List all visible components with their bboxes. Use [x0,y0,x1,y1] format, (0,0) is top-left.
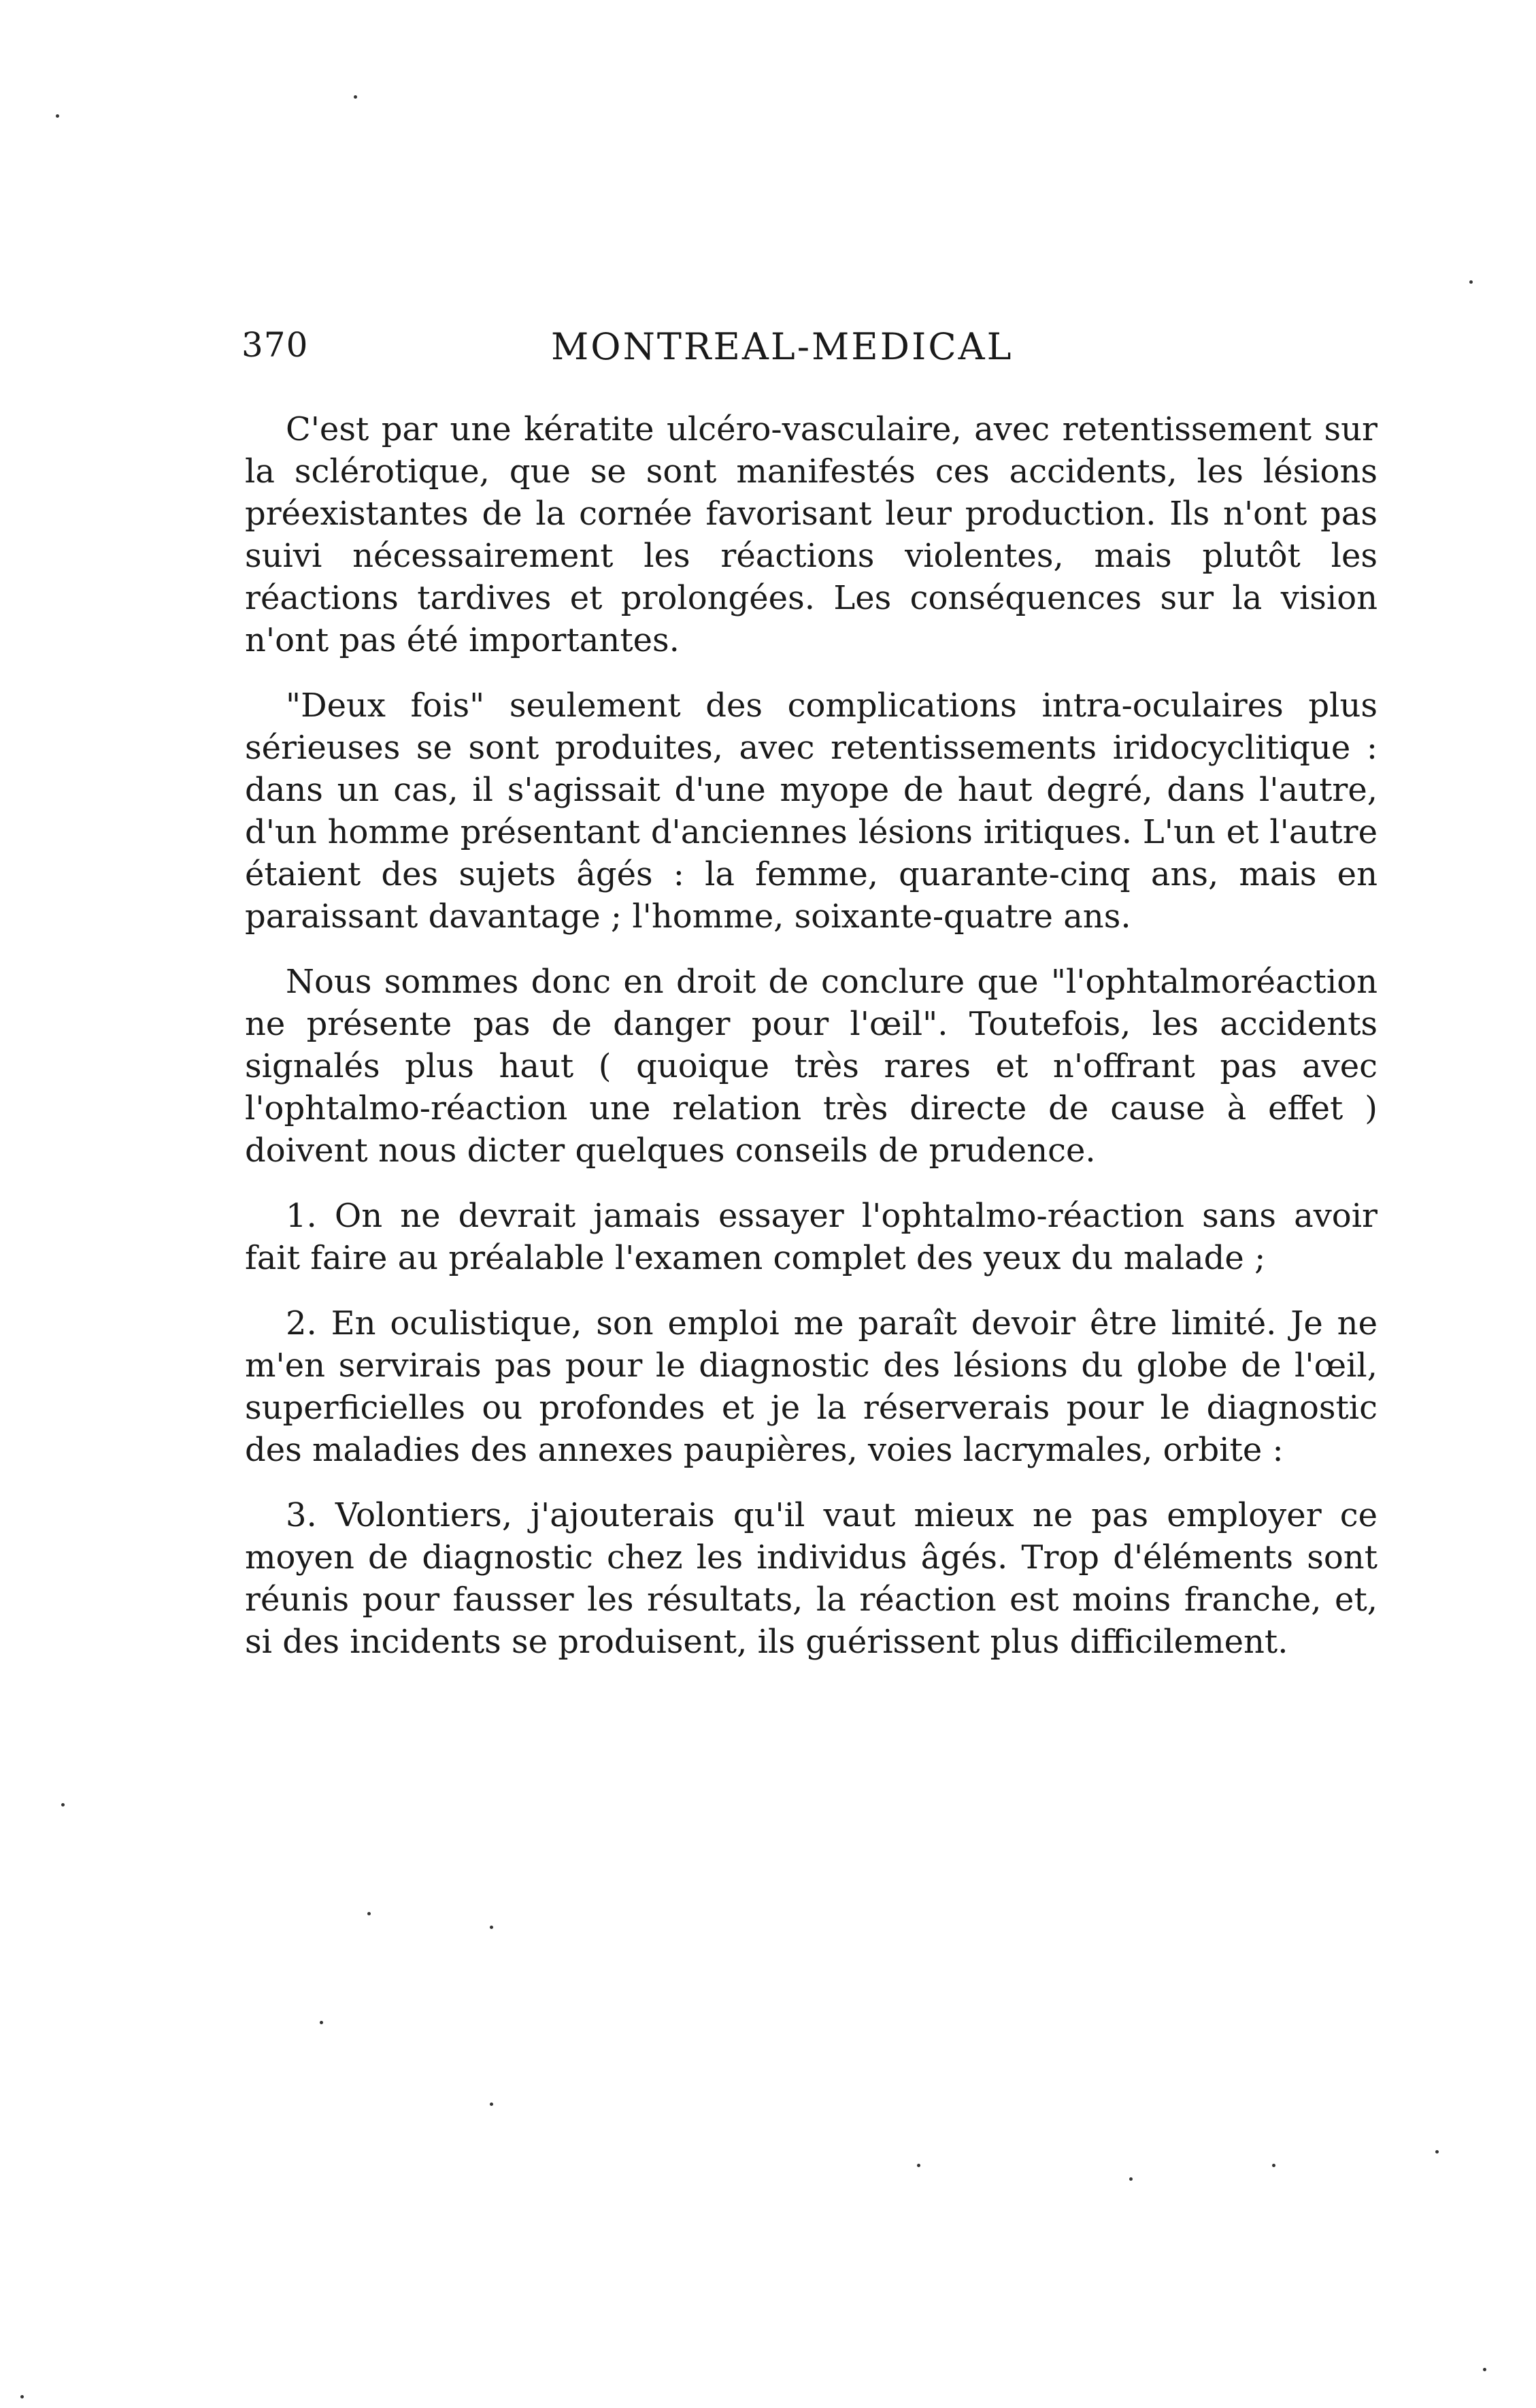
scan-speck [490,2102,493,2106]
advice-item-2: 2. En oculistique, son emploi me paraît devoir être limité. Je ne m'en servirais pas pour le diagnostic des lésions du globe de l'œil, superficielles ou profondes et je la réserverais pour le diagnostic des maladies des annexes paupières, voies lacrymales, orbite : [245,1304,1378,1469]
scan-speck [61,1803,65,1807]
scan-speck [20,2395,24,2398]
scan-speck [1272,2164,1275,2167]
paragraph-complications: "Deux fois" seulement des complications intra-oculaires plus sérieuses se sont produites, avec retentissements iridocyclitique : dans un cas, il s'agissait d'une myope de haut degré, dans l'autre, d'un homme présentant d'anciennes lésions iritiques. L'un et l'autre étaient des sujets âgés : la femme, quarante-cinq ans, mais en paraissant davantage ; l'homme, soixante-quatre ans. [245,687,1378,936]
advice-item-3: 3. Volontiers, j'ajouterais qu'il vaut mieux ne pas employer ce moyen de diagnostic chez les individus âgés. Trop d'éléments sont réunis pour fausser les résultats, la réaction est moins franche, et, si des incidents se produisent, ils guérissent plus difficilement. [245,1496,1378,1661]
scan-speck [1435,2150,1439,2154]
scan-speck [367,1912,371,1915]
scan-speck [1469,280,1473,284]
article-body [245,408,1378,1663]
running-title: MONTREAL-MEDICAL [551,325,1014,368]
scan-speck [1483,2368,1486,2371]
page-number: 370 [241,325,309,365]
paragraph-keratitis: C'est par une kératite ulcéro-vasculaire, avec retentissement sur la sclérotique, que se sont manifestés ces accidents, les lésions préexistantes de la cornée favorisant leur production. Ils n'ont pas suivi nécessairement les réactions violentes, mais plutôt les réactions tardives et prolongées. Les conséquences sur la vision n'ont pas été importantes. [245,410,1378,659]
scan-speck [56,114,59,118]
scan-speck [320,2021,323,2024]
scan-speck [354,95,357,99]
scan-speck [490,1926,493,1929]
advice-item-1: 1. On ne devrait jamais essayer l'ophtalmo-réaction sans avoir fait faire au préalable l'examen complet des yeux du malade ; [245,1197,1378,1277]
scan-speck [917,2164,920,2167]
paragraph-conclusion: Nous sommes donc en droit de conclure que "l'ophtalmoréaction ne présente pas de danger pour l'œil". Toutefois, les accidents signalés plus haut ( quoique très rares et n'offrant pas avec l'ophtalmo-réaction une relation très directe de cause à effet ) doivent nous dicter quelques conseils de prudence. [245,963,1378,1170]
scan-speck [1129,2177,1133,2181]
